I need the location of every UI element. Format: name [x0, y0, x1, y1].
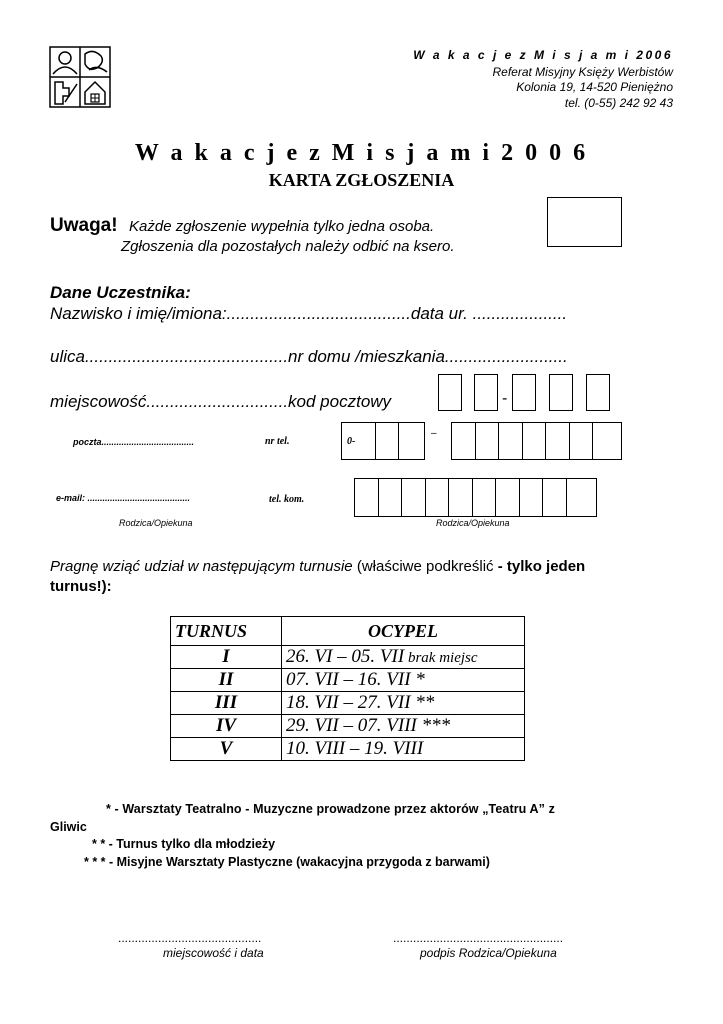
turnus-dates-text: 26. VI – 05. VII [286, 646, 405, 667]
signature-place-date-line[interactable]: ........................................... [118, 931, 262, 945]
table-row[interactable] [171, 646, 525, 669]
footnote-2: * * - Turnus tylko dla młodzieży [92, 837, 276, 851]
postal-dash: - [502, 390, 508, 407]
header-org: Referat Misyjny Księży Werbistów [492, 65, 673, 79]
table-header-row [171, 617, 525, 646]
turnus-dates[interactable]: 07. VII – 16. VII * [282, 669, 525, 692]
footnote-1: * - Warsztaty Teatralno - Muzyczne prowadzone przez aktorów „Teatru A” z [106, 802, 555, 816]
street-field[interactable]: ulica...........................................nr domu /mieszkania.......................... [50, 347, 568, 366]
choice-line2: turnus!): [50, 578, 112, 595]
footnote-1-cont: Gliwic [50, 820, 87, 834]
page-subtitle: KARTA ZGŁOSZENIA [268, 170, 455, 190]
mobile-digit-box[interactable] [566, 478, 597, 517]
mobile-label: tel. kom. [269, 494, 305, 505]
postal-digit-box[interactable] [438, 374, 462, 411]
phone-digit-box[interactable] [522, 422, 546, 460]
mobile-digit-box[interactable] [354, 478, 379, 517]
turnus-dates[interactable]: 18. VII – 27. VII ** [282, 692, 525, 715]
mobile-digit-box[interactable] [519, 478, 543, 517]
mobile-digit-box[interactable] [378, 478, 402, 517]
mobile-digit-box[interactable] [425, 478, 449, 517]
phone-digit-box[interactable] [592, 422, 622, 460]
parent-label-1: Rodzica/Opiekuna [119, 518, 193, 528]
phone-digit-box[interactable] [475, 422, 499, 460]
mobile-digit-box[interactable] [448, 478, 473, 517]
table-row[interactable] [171, 692, 525, 715]
header-address: Kolonia 19, 14-520 Pieniężno [516, 80, 673, 94]
header-title: W a k a c j e z M i s j a m i 2006 [413, 48, 673, 62]
poczta-field[interactable]: poczta..................................... [73, 437, 195, 447]
phone-dash: – [431, 428, 437, 439]
turnus-number: I [171, 646, 282, 669]
turnus-dates[interactable]: 29. VII – 07. VIII *** [282, 715, 525, 738]
phone-digit-box[interactable] [569, 422, 593, 460]
signature-parent-line[interactable]: ................................................... [393, 931, 564, 945]
turnus-number: IV [171, 715, 282, 738]
page-title: W a k a c j e z M i s j a m i 2 0 0 6 [134, 140, 589, 166]
turnus-number: V [171, 738, 282, 761]
postal-digit-box[interactable] [549, 374, 573, 411]
photo-box [547, 197, 622, 247]
phone-digit-box[interactable] [498, 422, 523, 460]
postal-digit-box[interactable] [512, 374, 536, 411]
turnus-dates[interactable] [282, 646, 525, 669]
logo-icon [49, 46, 111, 108]
choice-hint: (właściwe podkreślić [352, 558, 498, 575]
phone-digit-box[interactable] [398, 422, 425, 460]
turnus-table [170, 616, 525, 761]
footnote-3: * * * - Misyjne Warsztaty Plastyczne (wakacyjna przygoda z barwami) [84, 855, 490, 869]
choice-only-one: - tylko jeden [497, 558, 586, 575]
mobile-digit-box[interactable] [472, 478, 496, 517]
phone-digit-box[interactable] [545, 422, 570, 460]
city-field[interactable]: miejscowość..............................kod pocztowy [50, 392, 392, 411]
choice-line1 [50, 558, 585, 575]
table-header-ocypel: OCYPEL [282, 617, 525, 646]
postal-digit-box[interactable] [474, 374, 498, 411]
participant-heading: Dane Uczestnika: [50, 283, 191, 302]
phone-digit-box[interactable] [451, 422, 476, 460]
phone-prefix: 0- [347, 436, 356, 447]
signature-parent-label: podpis Rodzica/Opiekuna [420, 946, 557, 960]
turnus-extra: brak miejsc [404, 650, 478, 666]
notice-line1: Każde zgłoszenie wypełnia tylko jedna osoba. [129, 218, 435, 235]
mobile-digit-box[interactable] [542, 478, 567, 517]
parent-label-2: Rodzica/Opiekuna [436, 518, 510, 528]
notice-line2: Zgłoszenia dla pozostałych należy odbić na ksero. [121, 238, 455, 255]
email-field[interactable]: e-mail: ......................................... [56, 493, 191, 503]
logo [49, 46, 111, 108]
choice-text: Pragnę wziąć udział w następującym turnusie [50, 558, 353, 575]
notice-label: Uwaga! [50, 215, 118, 236]
mobile-digit-box[interactable] [401, 478, 426, 517]
turnus-number: III [171, 692, 282, 715]
signature-place-date-label: miejscowość i data [163, 946, 264, 960]
name-field[interactable]: Nazwisko i imię/imiona:.......................................data ur. .................... [50, 304, 568, 323]
table-header-turnus: TURNUS [171, 617, 282, 646]
table-row[interactable] [171, 715, 525, 738]
turnus-number: II [171, 669, 282, 692]
postal-digit-box[interactable] [586, 374, 610, 411]
phone-digit-box[interactable] [375, 422, 399, 460]
phone-label: nr tel. [265, 436, 290, 447]
table-row[interactable] [171, 669, 525, 692]
turnus-dates[interactable]: 10. VIII – 19. VIII [282, 738, 525, 761]
mobile-digit-box[interactable] [495, 478, 520, 517]
table-row[interactable] [171, 738, 525, 761]
header-phone: tel. (0-55) 242 92 43 [564, 96, 673, 110]
